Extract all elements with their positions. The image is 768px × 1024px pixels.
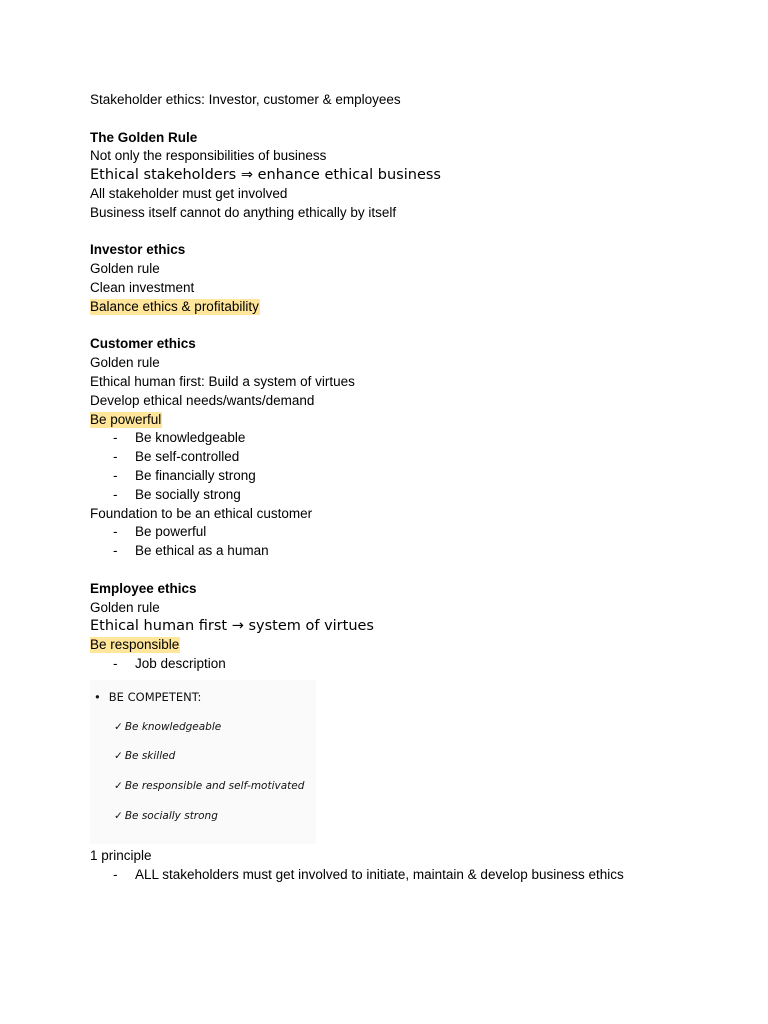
dash-marker: - — [113, 486, 118, 502]
employee-ethics-heading: Employee ethics — [90, 580, 197, 596]
golden-rule-heading: The Golden Rule — [90, 129, 198, 145]
golden-rule-line: Not only the responsibilities of business — [90, 148, 327, 164]
customer-line: Golden rule — [90, 355, 160, 371]
checklist-item — [114, 810, 218, 822]
highlighted-text: Be powerful — [90, 411, 162, 427]
list-item — [90, 523, 730, 542]
customer-foundation-line: Foundation to be an ethical customer — [90, 505, 313, 521]
list-item-text: Be powerful — [135, 524, 207, 540]
golden-rule-line: Business itself cannot do anything ethically by itself — [90, 204, 397, 220]
golden-rule-line: All stakeholder must get involved — [90, 185, 288, 201]
list-item-text: ALL stakeholders must get involved to initiate, maintain & develop business ethics — [135, 866, 624, 882]
highlighted-text: Balance ethics & profitability — [90, 298, 259, 314]
list-item — [90, 655, 730, 674]
principle-label: 1 principle — [90, 847, 152, 863]
list-item-text: Be socially strong — [135, 486, 241, 502]
employee-line: Ethical human first → system of virtues — [90, 618, 374, 635]
checklist-item-text: Be skilled — [124, 749, 176, 762]
checklist-item-text: Be knowledgeable — [124, 720, 222, 733]
employee-highlight-line — [90, 636, 730, 655]
document-content — [90, 91, 730, 884]
list-item — [90, 429, 730, 448]
investor-ethics-heading: Investor ethics — [90, 242, 186, 258]
dash-marker: - — [113, 524, 118, 540]
list-item — [90, 448, 730, 467]
dash-marker: - — [113, 655, 118, 671]
list-item-text: Job description — [135, 655, 226, 671]
dash-marker: - — [113, 866, 118, 882]
golden-rule-line: Ethical stakeholders ⇒ enhance ethical business — [90, 167, 441, 184]
customer-ethics-heading: Customer ethics — [90, 336, 196, 352]
checkmark-icon: ✓ — [114, 720, 123, 733]
list-item — [90, 486, 730, 505]
document-title: Stakeholder ethics: Investor, customer & employees — [90, 92, 401, 107]
list-item — [90, 542, 730, 561]
list-item — [90, 467, 730, 486]
customer-line: Ethical human first: Build a system of virtues — [90, 373, 355, 389]
be-competent-image — [90, 680, 316, 844]
checklist-item — [114, 750, 175, 762]
checkmark-icon: ✓ — [114, 779, 123, 792]
dash-marker: - — [113, 543, 118, 559]
list-item-text: Be financially strong — [135, 467, 256, 483]
list-item-text: Be self-controlled — [135, 449, 240, 465]
image-title-text: BE COMPETENT: — [108, 689, 202, 704]
checklist-item — [114, 721, 221, 733]
checklist-item-text: Be socially strong — [124, 809, 218, 822]
image-title — [94, 690, 201, 704]
investor-highlight-line — [90, 298, 730, 317]
checkmark-icon: ✓ — [114, 809, 123, 822]
list-item-text: Be knowledgeable — [135, 430, 246, 446]
dash-marker: - — [113, 449, 118, 465]
blank-line — [90, 561, 730, 580]
checklist-item — [114, 780, 304, 792]
customer-highlight-line — [90, 411, 730, 430]
list-item-text: Be ethical as a human — [135, 543, 269, 559]
blank-line — [90, 110, 730, 129]
checkmark-icon: ✓ — [114, 749, 123, 762]
blank-line — [90, 223, 730, 242]
highlighted-text: Be responsible — [90, 637, 180, 653]
dash-marker: - — [113, 430, 118, 446]
investor-line: Clean investment — [90, 279, 195, 295]
checklist-item-text: Be responsible and self-motivated — [124, 779, 305, 792]
list-item — [90, 866, 730, 885]
bullet-icon: • — [94, 689, 101, 704]
employee-line: Golden rule — [90, 599, 160, 615]
blank-line — [90, 317, 730, 336]
investor-line: Golden rule — [90, 261, 160, 277]
customer-line: Develop ethical needs/wants/demand — [90, 392, 315, 408]
dash-marker: - — [113, 467, 118, 483]
